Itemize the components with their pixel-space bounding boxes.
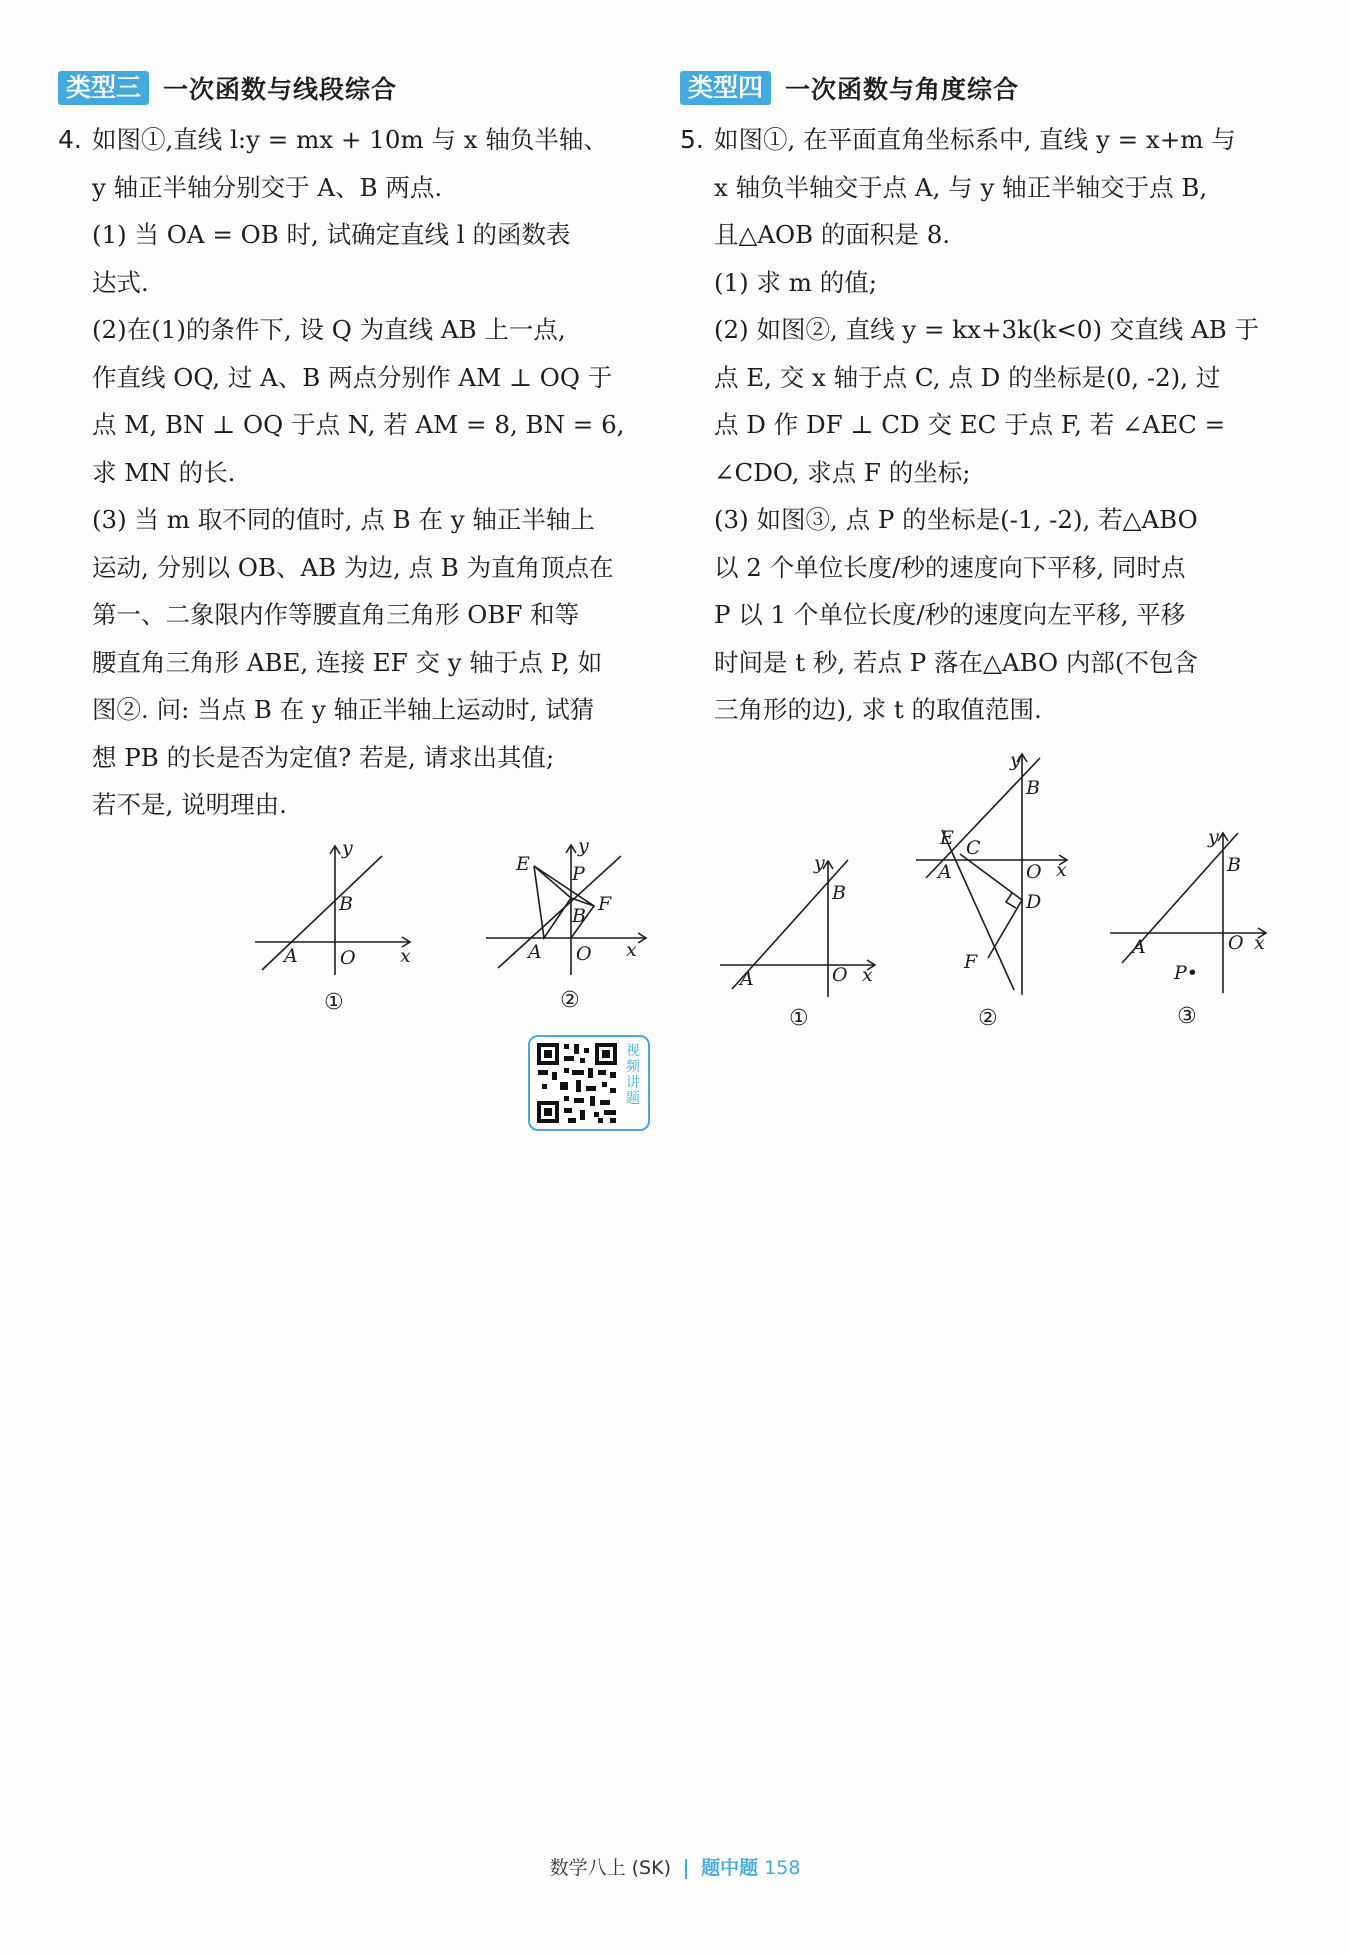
problem-line: 若不是, 说明理由.	[92, 790, 287, 819]
problem-line: (2)在(1)的条件下, 设 Q 为直线 AB 上一点,	[92, 315, 566, 344]
problem-line: 腰直角三角形 ABE, 连接 EF 交 y 轴于点 P, 如	[92, 647, 603, 677]
problem-line: x 轴负半轴交于点 A, 与 y 轴正半轴交于点 B,	[714, 172, 1208, 202]
footer-book: 数学八上 (SK)	[549, 1857, 671, 1879]
problem-line: 以 2 个单位长度/秒的速度向下平移, 同时点	[714, 552, 1186, 582]
label-O: O	[576, 943, 592, 965]
label-F: F	[964, 951, 978, 973]
problem-line: 达式.	[92, 267, 149, 297]
figure-4-2	[486, 835, 656, 980]
problem-line: 点 D 作 DF ⊥ CD 交 EC 于点 F, 若 ∠AEC =	[714, 410, 1226, 439]
problem-line: 点 E, 交 x 轴于点 C, 点 D 的坐标是(0, -2), 过	[714, 362, 1221, 392]
problem-line: 如图①,直线 l:y = mx + 10m 与 x 轴负半轴、	[92, 125, 608, 154]
figure-4-1-caption: ①	[324, 990, 344, 1015]
label-y: y	[1208, 826, 1219, 848]
label-O: O	[340, 947, 356, 969]
problem-line: (3) 当 m 取不同的值时, 点 B 在 y 轴正半轴上	[92, 505, 595, 534]
qr-label: 视频讲题	[626, 1043, 640, 1107]
label-F: F	[598, 893, 612, 915]
problem-line: 作直线 OQ, 过 A、B 两点分别作 AM ⊥ OQ 于	[92, 362, 613, 392]
section-tag: 类型三	[58, 71, 149, 105]
page-number: 158	[764, 1857, 801, 1879]
label-x: x	[862, 964, 873, 986]
section-title: 一次函数与角度综合	[785, 75, 1020, 104]
label-B: B	[1026, 777, 1040, 799]
problem-line: 图②. 问: 当点 B 在 y 轴正半轴上运动时, 试猜	[92, 695, 595, 724]
label-E: E	[516, 853, 530, 875]
problem-line: (3) 如图③, 点 P 的坐标是(-1, -2), 若△ABO	[714, 505, 1198, 534]
figure-5-1	[720, 852, 885, 1005]
qr-code-icon	[534, 1040, 620, 1126]
problem-line: (1) 当 OA = OB 时, 试确定直线 l 的函数表	[92, 220, 571, 249]
figure-5-3	[1108, 823, 1273, 1003]
label-y: y	[342, 837, 353, 859]
label-y: y	[578, 835, 589, 857]
section-tag: 类型四	[680, 71, 771, 105]
label-P: P•	[1174, 962, 1198, 984]
label-y: y	[814, 852, 825, 874]
problem-line: P 以 1 个单位长度/秒的速度向左平移, 平移	[714, 600, 1186, 629]
problem-line: 三角形的边), 求 t 的取值范围.	[714, 695, 1042, 724]
label-A: A	[740, 968, 754, 990]
figure-5-2-caption: ②	[978, 1006, 998, 1031]
problem-line: 如图①, 在平面直角坐标系中, 直线 y = x+m 与	[714, 125, 1236, 154]
label-B: B	[1227, 854, 1241, 876]
label-A: A	[1132, 936, 1146, 958]
label-D: D	[1026, 891, 1042, 913]
label-x: x	[1254, 932, 1265, 954]
footer-divider	[685, 1859, 687, 1879]
page-footer	[0, 1853, 1350, 1880]
problem-line: (2) 如图②, 直线 y = kx+3k(k<0) 交直线 AB 于	[714, 315, 1260, 344]
label-O: O	[1026, 861, 1042, 883]
problem-line: 时间是 t 秒, 若点 P 落在△ABO 内部(不包含	[714, 647, 1198, 677]
label-B: B	[339, 893, 353, 915]
section-title: 一次函数与线段综合	[163, 75, 398, 104]
label-A: A	[528, 941, 542, 963]
problem-line: 求 MN 的长.	[92, 457, 236, 487]
label-P: P	[572, 863, 585, 885]
label-A: A	[938, 861, 952, 883]
label-O: O	[832, 964, 848, 986]
problem-line: 想 PB 的长是否为定值? 若是, 请求出其值;	[92, 742, 555, 772]
problem-line: y 轴正半轴分别交于 A、B 两点.	[92, 172, 443, 202]
label-x: x	[1056, 859, 1067, 881]
label-O: O	[1228, 932, 1244, 954]
label-E: E	[940, 827, 954, 849]
section-header-type4	[680, 70, 1260, 106]
problem-5	[680, 116, 1260, 734]
label-B: B	[832, 882, 846, 904]
figure-5-1-caption: ①	[789, 1006, 809, 1031]
figure-4-2-caption: ②	[560, 988, 580, 1013]
problem-line: 点 M, BN ⊥ OQ 于点 N, 若 AM = 8, BN = 6,	[92, 410, 625, 439]
problem-number: 5.	[680, 125, 704, 154]
problem-line: 第一、二象限内作等腰直角三角形 OBF 和等	[92, 600, 580, 629]
label-x: x	[626, 939, 637, 961]
footer-brand: 题中题	[701, 1857, 759, 1879]
qr-code-card[interactable]	[528, 1035, 650, 1131]
figure-5-3-caption: ③	[1177, 1004, 1197, 1029]
label-C: C	[966, 837, 981, 859]
label-A: A	[284, 945, 298, 967]
right-column	[680, 70, 1260, 734]
problem-number: 4.	[58, 125, 82, 154]
label-B: B	[572, 905, 586, 927]
figure-4-1	[250, 837, 420, 980]
problem-line: 运动, 分别以 OB、AB 为边, 点 B 为直角顶点在	[92, 552, 614, 582]
problem-4	[58, 116, 643, 829]
figure-5-2	[912, 750, 1072, 1000]
label-x: x	[400, 945, 411, 967]
problem-line: (1) 求 m 的值;	[714, 267, 878, 297]
section-header-type3	[58, 70, 643, 106]
left-column	[58, 70, 643, 829]
problem-line: 且△AOB 的面积是 8.	[714, 220, 951, 249]
problem-line: ∠CDO, 求点 F 的坐标;	[714, 457, 971, 487]
label-y: y	[1010, 749, 1021, 771]
